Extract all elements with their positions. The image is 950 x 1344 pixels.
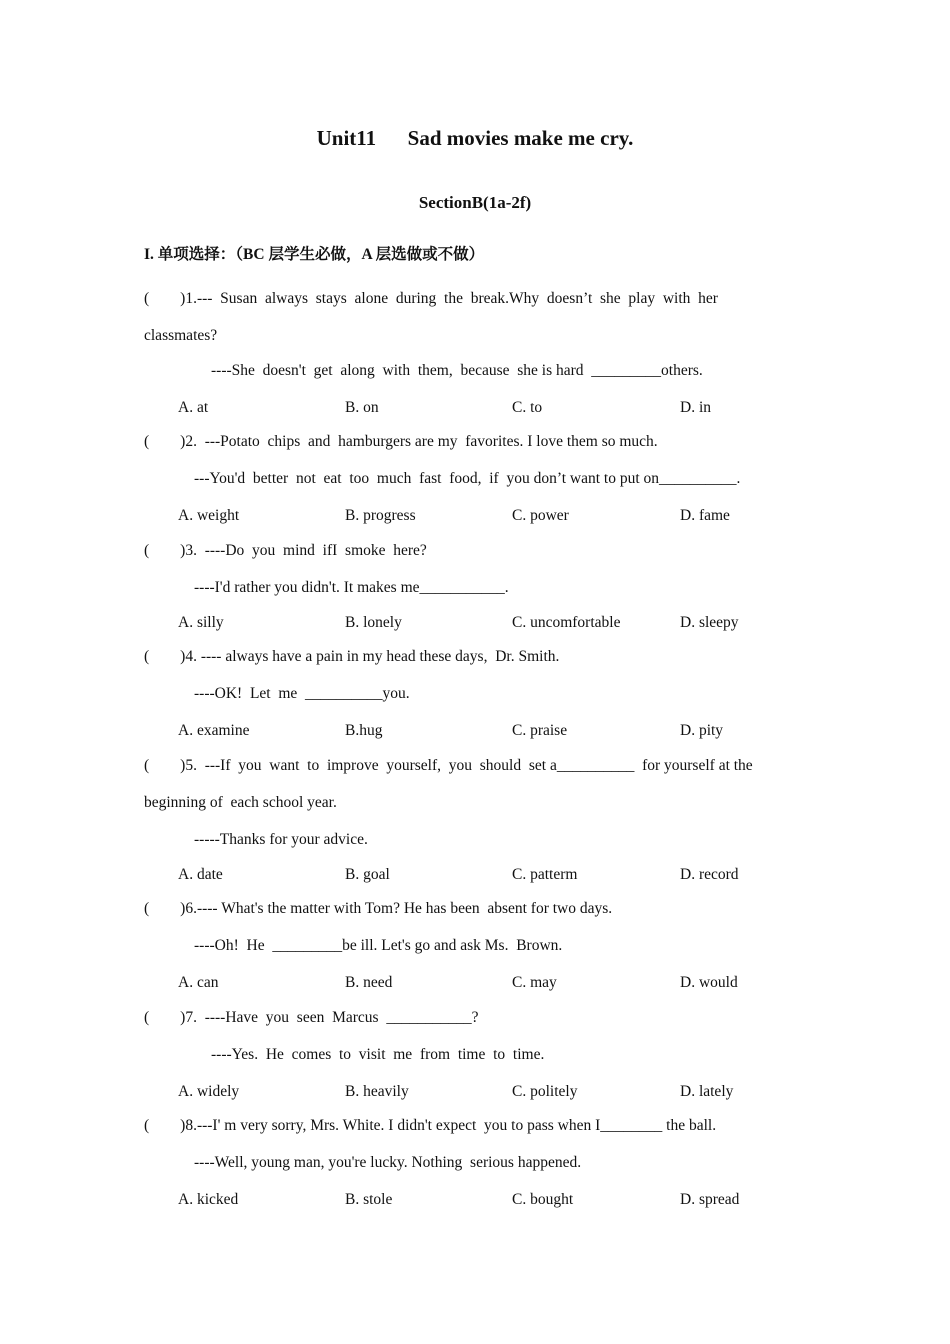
question-8-line-1: ( )8.---I' m very sorry, Mrs. White. I didn't expect you to pass when I________ the ball.	[144, 1117, 717, 1134]
question-3-option-a: A. silly	[178, 614, 224, 631]
question-4-option-a: A. examine	[178, 722, 250, 739]
question-6-option-b: B. need	[345, 974, 393, 991]
question-1-option-d: D. in	[680, 399, 711, 416]
question-6-line-1: ( )6.---- What's the matter with Tom? He has been absent for two days.	[144, 900, 613, 917]
question-4-answer-line: ----OK! Let me __________you.	[194, 685, 410, 702]
question-8-answer-line: ----Well, young man, you're lucky. Nothing serious happened.	[194, 1154, 582, 1171]
question-3-line-1: ( )3. ----Do you mind ifI smoke here?	[144, 542, 427, 559]
question-6-option-c: C. may	[512, 974, 557, 991]
question-2-option-d: D. fame	[680, 507, 730, 524]
question-2-answer-line: ---You'd better not eat too much fast food, if you don’t want to put on__________.	[194, 470, 741, 487]
question-7-option-d: D. lately	[680, 1083, 734, 1100]
question-3-option-b: B. lonely	[345, 614, 402, 631]
question-8-option-b: B. stole	[345, 1191, 393, 1208]
section-heading: I. 单项选择：（BC 层学生必做，A 层选做或不做）	[144, 246, 485, 263]
question-5-answer-line: -----Thanks for your advice.	[194, 831, 368, 848]
question-4-option-b: B.hug	[345, 722, 383, 739]
question-1-option-b: B. on	[345, 399, 379, 416]
question-2-line-1: ( )2. ---Potato chips and hamburgers are my favorites. I love them so much.	[144, 433, 658, 450]
question-7-line-1: ( )7. ----Have you seen Marcus ___________?	[144, 1009, 479, 1026]
question-4-option-d: D. pity	[680, 722, 724, 739]
question-3-option-d: D. sleepy	[680, 614, 739, 631]
question-7-option-b: B. heavily	[345, 1083, 409, 1100]
question-5-option-c: C. patterm	[512, 866, 578, 883]
question-5-option-b: B. goal	[345, 866, 390, 883]
question-1-option-c: C. to	[512, 399, 543, 416]
section-subtitle: SectionB(1a-2f)	[418, 193, 532, 212]
question-2-option-b: B. progress	[345, 507, 416, 524]
question-1-option-a: A. at	[178, 399, 209, 416]
question-6-option-d: D. would	[680, 974, 738, 991]
question-2-option-c: C. power	[512, 507, 569, 524]
question-2-option-a: A. weight	[178, 507, 240, 524]
question-5-option-a: A. date	[178, 866, 223, 883]
question-7-option-a: A. widely	[178, 1083, 240, 1100]
question-4-line-1: ( )4. ---- always have a pain in my head these days, Dr. Smith.	[144, 648, 560, 665]
question-6-option-a: A. can	[178, 974, 219, 991]
question-3-answer-line: ----I'd rather you didn't. It makes me___________.	[194, 579, 509, 596]
question-5-option-d: D. record	[680, 866, 739, 883]
question-5-line-1: ( )5. ---If you want to improve yourself, you should set a__________ for yourself at the	[144, 757, 753, 774]
page-title: Unit11 Sad movies make me cry.	[316, 126, 634, 150]
question-7-answer-line: ----Yes. He comes to visit me from time to time.	[211, 1046, 545, 1063]
question-8-option-c: C. bought	[512, 1191, 574, 1208]
question-7-option-c: C. politely	[512, 1083, 578, 1100]
question-5-line-2: beginning of each school year.	[144, 794, 337, 811]
question-6-answer-line: ----Oh! He _________be ill. Let's go and ask Ms. Brown.	[194, 937, 563, 954]
question-1-line-1: ( )1.--- Susan always stays alone during the break.Why doesn’t she play with her	[144, 290, 718, 307]
question-8-option-a: A. kicked	[178, 1191, 239, 1208]
question-1-answer-line: ----She doesn't get along with them, because she is hard _________others.	[211, 362, 703, 379]
question-8-option-d: D. spread	[680, 1191, 740, 1208]
question-4-option-c: C. praise	[512, 722, 568, 739]
question-1-line-2: classmates?	[144, 327, 218, 344]
question-3-option-c: C. uncomfortable	[512, 614, 621, 631]
